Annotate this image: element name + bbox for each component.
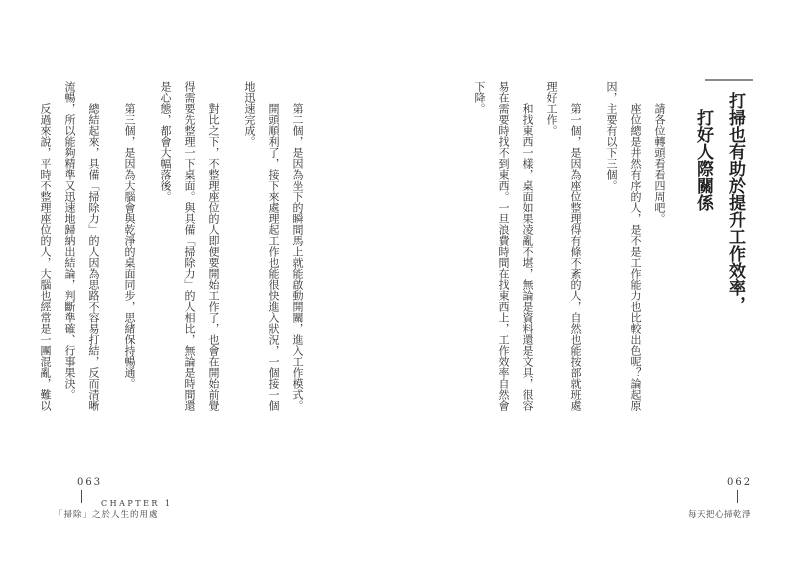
right-page-body-text bbox=[467, 81, 671, 412]
section-title-rule bbox=[705, 79, 753, 81]
body-paragraph: 反過來說，平時不整理座位的人，大腦也經常是一團混亂，難以 bbox=[39, 103, 52, 411]
page-number-right: 062 bbox=[727, 477, 753, 488]
chapter-label: CHAPTER 1 bbox=[101, 499, 173, 508]
body-paragraph: 總結起來，具備「掃除力」的人因為思路不容易打結，反而清晰流暢，所以能夠精準又迅速地歸納出結論，判斷準確、行事果決。 bbox=[63, 81, 100, 411]
body-paragraph: 第一個，是因為座位整理得有條不紊的人，自然也能按部就班處理好工作。 bbox=[545, 81, 582, 411]
body-paragraph: 請各位轉頭看看四周吧。 bbox=[653, 103, 666, 224]
body-paragraph: 第二個，是因為坐下的瞬間馬上就能啟動開關，進入工作模式。 bbox=[291, 103, 304, 411]
body-paragraph: 開頭順利了，接下來處理起工作也能很快進入狀況，一個接一個地迅速完成。 bbox=[243, 81, 280, 411]
footer-tick-line-right bbox=[737, 490, 738, 503]
section-title-line-2: 打好人際關係 bbox=[693, 109, 713, 211]
section-title bbox=[687, 92, 751, 326]
book-title-footer: 每天把心掃乾淨 bbox=[688, 510, 752, 520]
chapter-title-footer: 「掃除」之於人生的用處 bbox=[54, 510, 159, 520]
body-paragraph: 第三個，是因為大腦會與乾淨的桌面同步，思緒保持暢通。 bbox=[123, 103, 136, 389]
footer-tick-line-left bbox=[81, 490, 82, 503]
page-number-left: 063 bbox=[77, 477, 103, 488]
left-page-body-text bbox=[33, 81, 309, 412]
body-paragraph: 和找東西一樣，桌面如果凌亂不堪，無論是資料還是文具，很容易在需要時找不到東西。一旦浪費時間在找東西上，工作效率自然會下降。 bbox=[473, 81, 534, 411]
body-paragraph: 對比之下，不整理座位的人即便要開始工作了，也會在開始前覺得需要先整理一下桌面。與具備「掃除力」的人相比，無論是時間還是心態，都會大幅落後。 bbox=[159, 81, 220, 411]
section-title-line-1: 打掃也有助於提升工作效率， bbox=[725, 92, 745, 313]
body-paragraph: 座位總是井然有序的人，是不是工作能力也比較出色呢？論起原因，主要有以下三個。 bbox=[605, 81, 642, 411]
